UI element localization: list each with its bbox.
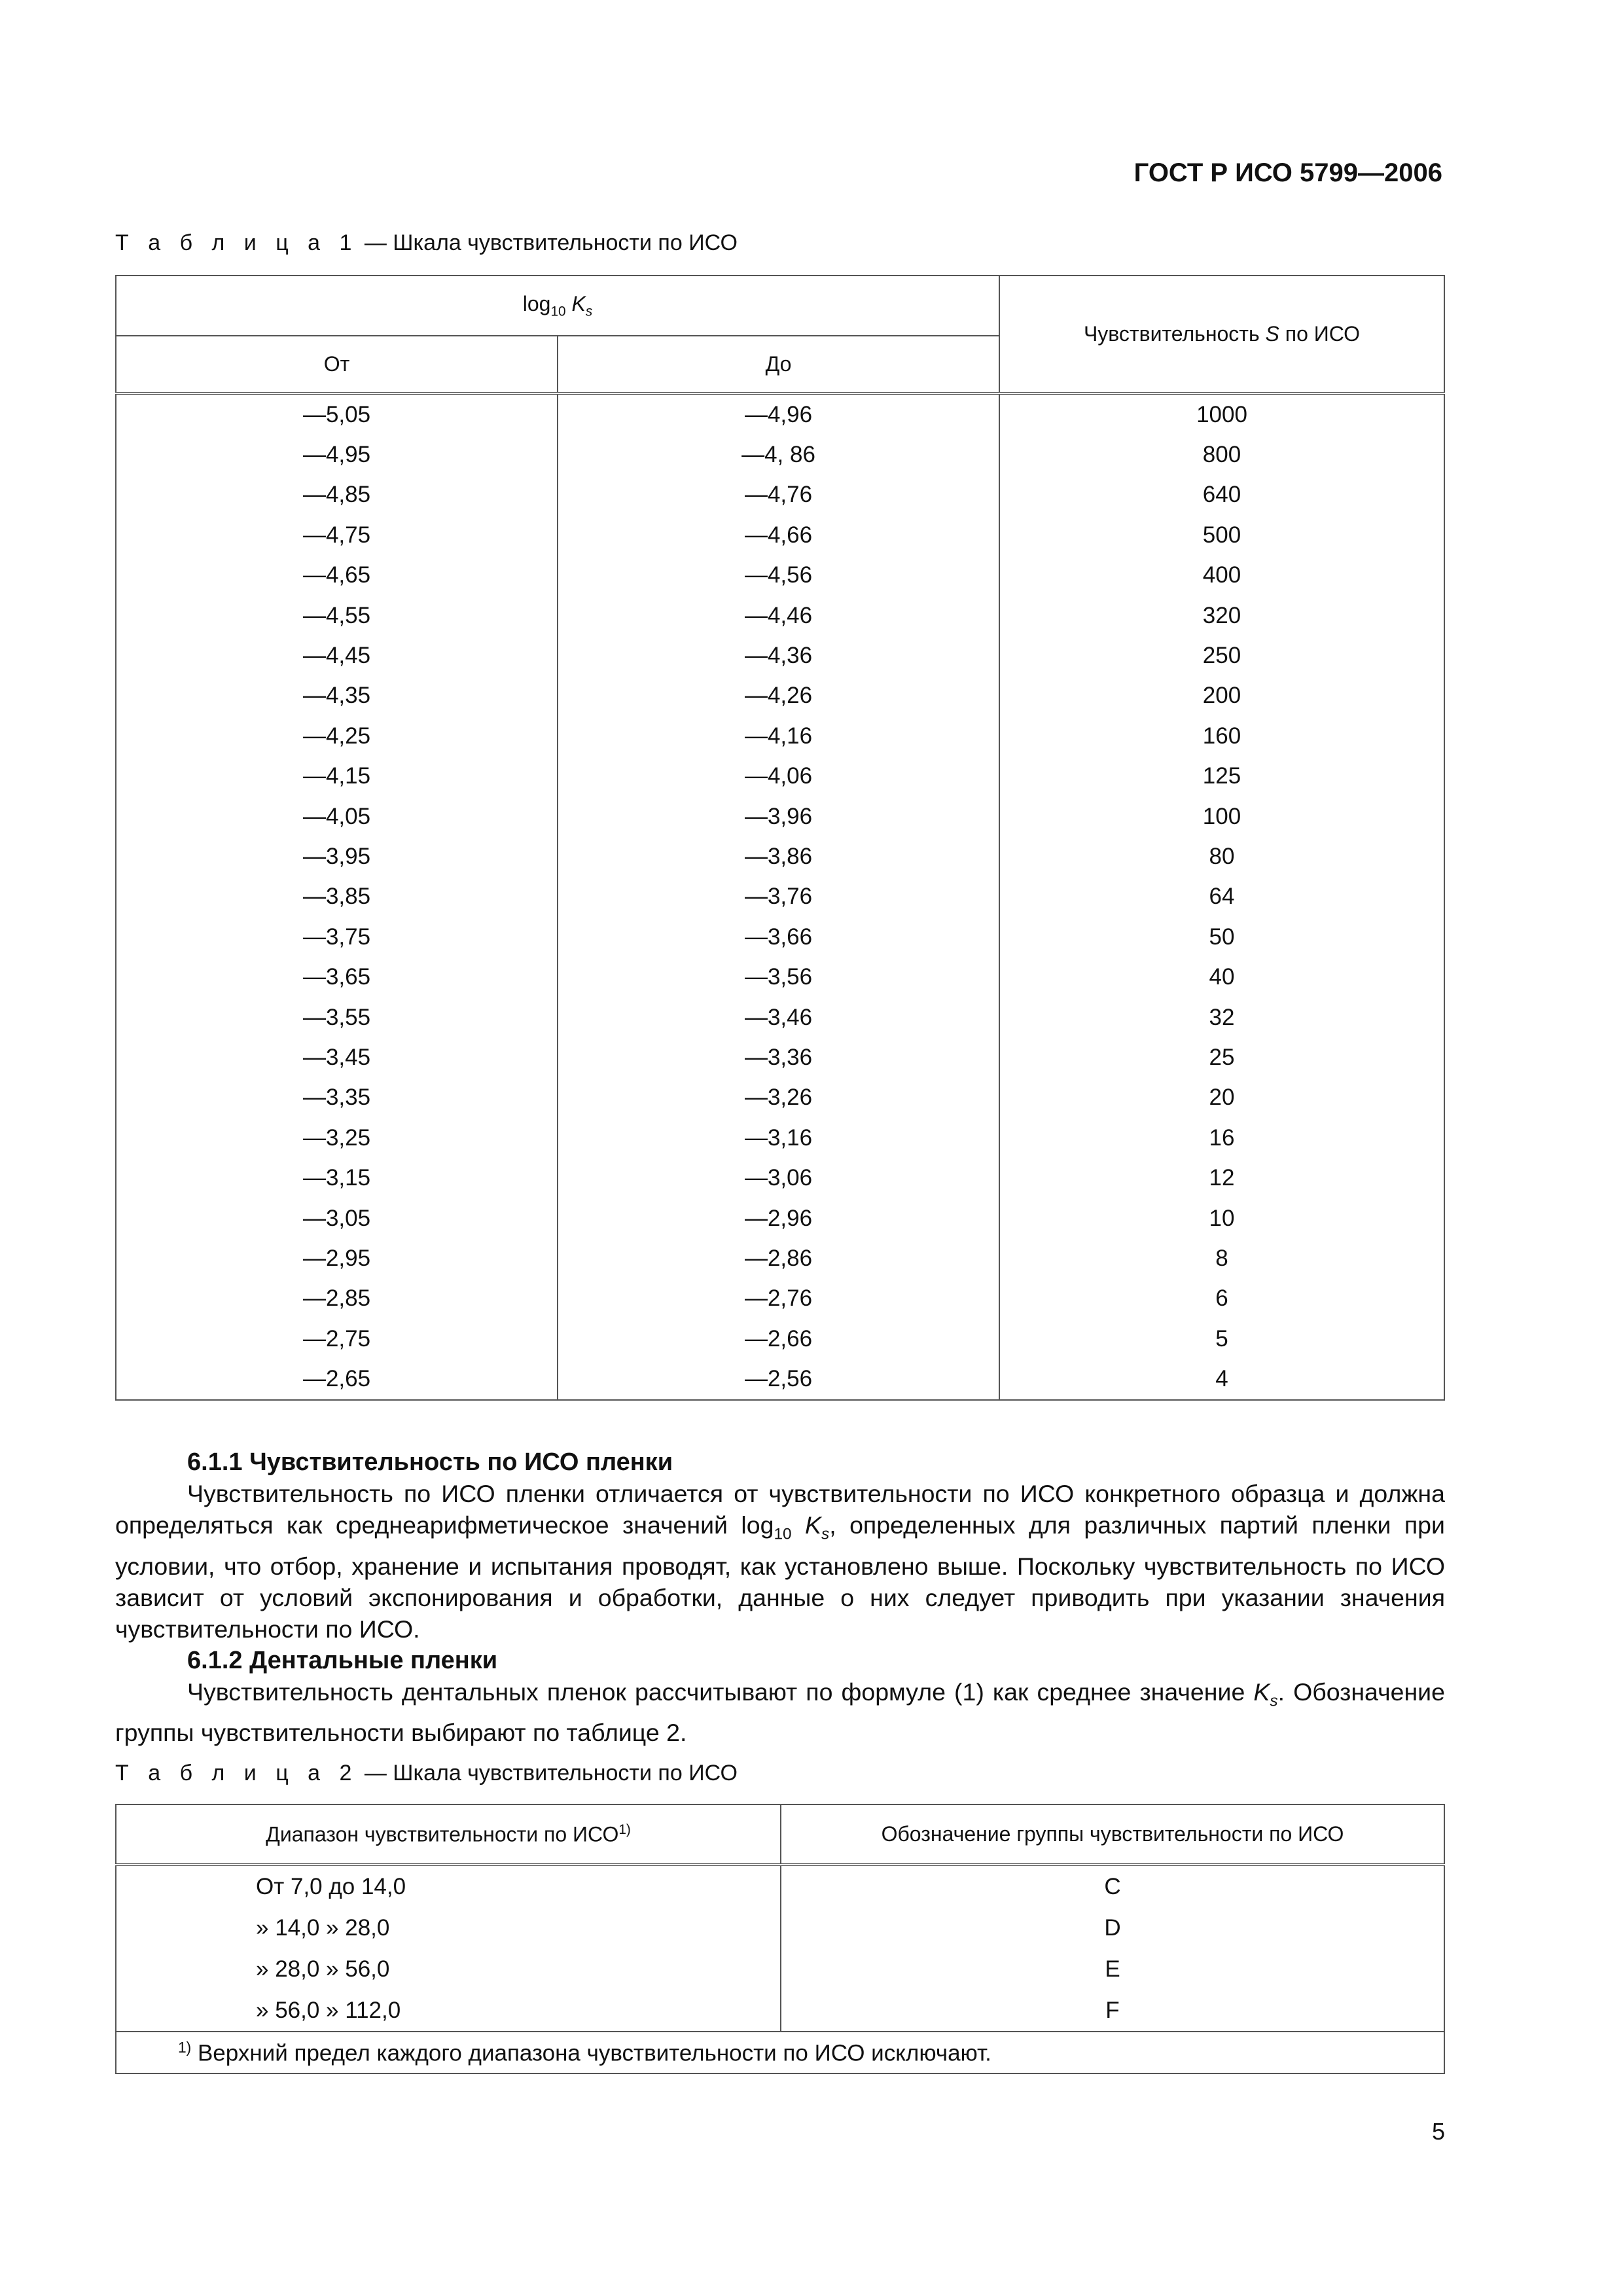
from-value: —3,45: [116, 1037, 558, 1077]
table2-caption: Т а б л и ц а 2 — Шкала чувствительности по ИСО: [115, 1761, 738, 1785]
table-row: [116, 435, 1444, 475]
table-row: [116, 596, 1444, 636]
to-header: До: [558, 336, 999, 393]
to-value: —3,46: [558, 997, 999, 1037]
iso-speed-value: 1000: [999, 393, 1444, 435]
speed-group-table: [115, 1804, 1445, 2074]
iso-speed-value: 100: [999, 797, 1444, 836]
group-value: F: [781, 1990, 1444, 2032]
table-row: [116, 556, 1444, 596]
iso-speed-value: 10: [999, 1198, 1444, 1238]
table-row: [116, 676, 1444, 716]
to-value: —3,76: [558, 877, 999, 917]
from-value: —3,85: [116, 877, 558, 917]
from-value: —4,65: [116, 556, 558, 596]
iso-speed-value: 20: [999, 1078, 1444, 1118]
section-6-1-1: [115, 1446, 1445, 1748]
table-row: [116, 1078, 1444, 1118]
to-value: —3,06: [558, 1158, 999, 1198]
from-value: —4,75: [116, 515, 558, 555]
table-row: [116, 716, 1444, 756]
from-value: —4,55: [116, 596, 558, 636]
table-row: [116, 1037, 1444, 1077]
table-row: [116, 1238, 1444, 1278]
from-value: —4,45: [116, 636, 558, 675]
to-value: —2,66: [558, 1319, 999, 1359]
iso-speed-value: 160: [999, 716, 1444, 756]
iso-speed-scale-table: [115, 275, 1445, 1401]
to-value: —2,76: [558, 1279, 999, 1319]
table-row: [116, 757, 1444, 797]
from-value: —3,95: [116, 836, 558, 876]
iso-speed-value: 16: [999, 1118, 1444, 1158]
from-value: —4,15: [116, 757, 558, 797]
to-value: —4,06: [558, 757, 999, 797]
from-value: —3,05: [116, 1198, 558, 1238]
to-value: —4,76: [558, 475, 999, 515]
to-value: —2,96: [558, 1198, 999, 1238]
from-value: —4,35: [116, 676, 558, 716]
iso-speed-value: 200: [999, 676, 1444, 716]
range-value: » 14,0 » 28,0: [116, 1907, 781, 1948]
table-row: [116, 1948, 1444, 1990]
to-value: —4,46: [558, 596, 999, 636]
to-value: —4,96: [558, 393, 999, 435]
iso-speed-value: 5: [999, 1319, 1444, 1359]
table-row: [116, 877, 1444, 917]
iso-speed-header: Чувствительность S по ИСО: [999, 276, 1444, 393]
group-value: C: [781, 1865, 1444, 1907]
to-value: —2,86: [558, 1238, 999, 1278]
from-value: —2,85: [116, 1279, 558, 1319]
to-value: —3,86: [558, 836, 999, 876]
table-row: [116, 515, 1444, 555]
table1-caption: Т а б л и ц а 1 — Шкала чувствительности по ИСО: [115, 230, 738, 255]
from-value: —2,75: [116, 1319, 558, 1359]
table-row: [116, 997, 1444, 1037]
table-row: [116, 1279, 1444, 1319]
table-row: [116, 1158, 1444, 1198]
from-value: —5,05: [116, 393, 558, 435]
to-value: —4,36: [558, 636, 999, 675]
range-value: » 28,0 » 56,0: [116, 1948, 781, 1990]
from-value: —4,85: [116, 475, 558, 515]
table-footnote: $^{1)}$ Верхний предел каждого диапазона чувствительности по ИСО исключают.: [116, 2032, 1444, 2073]
table-row: [116, 1319, 1444, 1359]
table-row: [116, 393, 1444, 435]
page-number: 5: [1431, 2118, 1445, 2145]
to-value: —4, 86: [558, 435, 999, 475]
iso-speed-value: 6: [999, 1279, 1444, 1319]
iso-speed-value: 8: [999, 1238, 1444, 1278]
log-ks-header: $\log_{10} K_s$: [116, 276, 999, 336]
from-value: —3,55: [116, 997, 558, 1037]
to-value: —3,36: [558, 1037, 999, 1077]
from-value: —3,25: [116, 1118, 558, 1158]
to-value: —3,56: [558, 957, 999, 997]
table-row: [116, 1359, 1444, 1399]
to-value: —4,26: [558, 676, 999, 716]
from-value: —2,65: [116, 1359, 558, 1399]
group-header: Обозначение группы чувствительности по ИСО: [781, 1804, 1444, 1865]
section-paragraph: Чувствительность по ИСО пленки отличается от чувствительности по ИСО конкретного образца и должна определяться как среднеарифметическое значений $\log_{10} K_s$, определенных для различных партий пленки при условии, что отбор, хранение и испытания проводят, как установлено выше. Поскольку чувствительность по ИСО зависит от условий экспонирования и обработки, данные о них следует приводить при указании значения чувствительности по ИСО.: [115, 1480, 1445, 1643]
to-value: —3,16: [558, 1118, 999, 1158]
iso-speed-value: 250: [999, 636, 1444, 675]
from-value: —4,05: [116, 797, 558, 836]
iso-speed-value: 32: [999, 997, 1444, 1037]
group-value: E: [781, 1948, 1444, 1990]
to-value: —4,66: [558, 515, 999, 555]
range-value: От 7,0 до 14,0: [116, 1865, 781, 1907]
table-row: [116, 1198, 1444, 1238]
section-heading: 6.1.1 Чувствительность по ИСО пленки: [187, 1448, 673, 1476]
table-row: [116, 475, 1444, 515]
section-heading: 6.1.2 Дентальные пленки: [187, 1646, 498, 1674]
range-header: Диапазон чувствительности по ИСО$^{1)}$: [116, 1804, 781, 1865]
section-paragraph: Чувствительность дентальных пленок рассчитывают по формуле (1) как среднее значение $K_s$. Обозначение группы чувствительности выбирают по таблице 2.: [115, 1677, 1445, 1746]
to-value: —4,56: [558, 556, 999, 596]
iso-speed-value: 64: [999, 877, 1444, 917]
iso-speed-value: 25: [999, 1037, 1444, 1077]
range-value: » 56,0 » 112,0: [116, 1990, 781, 2032]
iso-speed-value: 50: [999, 917, 1444, 957]
table-row: [116, 1907, 1444, 1948]
to-value: —4,16: [558, 716, 999, 756]
table-row: [116, 1118, 1444, 1158]
iso-speed-value: 800: [999, 435, 1444, 475]
document-id: ГОСТ Р ИСО 5799—2006: [1133, 158, 1442, 187]
iso-speed-value: 500: [999, 515, 1444, 555]
table-row: [116, 1865, 1444, 1907]
from-value: —3,65: [116, 957, 558, 997]
iso-speed-value: 640: [999, 475, 1444, 515]
iso-speed-value: 12: [999, 1158, 1444, 1198]
from-value: —4,25: [116, 716, 558, 756]
iso-speed-value: 320: [999, 596, 1444, 636]
to-value: —2,56: [558, 1359, 999, 1399]
from-value: —4,95: [116, 435, 558, 475]
group-value: D: [781, 1907, 1444, 1948]
from-value: —3,15: [116, 1158, 558, 1198]
table-row: [116, 797, 1444, 836]
iso-speed-value: 125: [999, 757, 1444, 797]
table-row: [116, 1990, 1444, 2032]
to-value: —3,96: [558, 797, 999, 836]
table-row: [116, 917, 1444, 957]
to-value: —3,26: [558, 1078, 999, 1118]
table-row: [116, 836, 1444, 876]
from-value: —3,75: [116, 917, 558, 957]
iso-speed-value: 4: [999, 1359, 1444, 1399]
iso-speed-value: 40: [999, 957, 1444, 997]
from-value: —3,35: [116, 1078, 558, 1118]
table-row: [116, 957, 1444, 997]
from-header: От: [116, 336, 558, 393]
table-row: [116, 636, 1444, 675]
from-value: —2,95: [116, 1238, 558, 1278]
iso-speed-value: 400: [999, 556, 1444, 596]
iso-speed-value: 80: [999, 836, 1444, 876]
to-value: —3,66: [558, 917, 999, 957]
